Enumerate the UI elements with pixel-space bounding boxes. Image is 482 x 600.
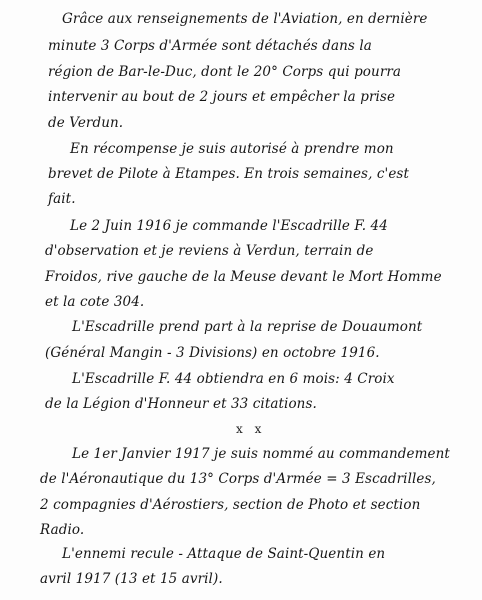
text-line: 2 compagnies d'Aérostiers, section de Photo et section <box>40 497 421 513</box>
text-line: intervenir au bout de 2 jours et empêcher la prise <box>48 89 396 105</box>
text-line: En récompense je suis autorisé à prendre mon <box>70 141 394 157</box>
text-line: Le 1er Janvier 1917 je suis nommé au commandement <box>72 446 450 462</box>
text-line: et la cote 304. <box>45 294 145 310</box>
text-line: minute 3 Corps d'Armée sont détachés dans la <box>48 38 372 54</box>
text-line: avril 1917 (13 et 15 avril). <box>40 571 223 587</box>
text-line: de Verdun. <box>48 115 124 131</box>
text-line: de l'Aéronautique du 13° Corps d'Armée = 3 Escadrilles, <box>40 471 436 487</box>
text-line: L'Escadrille prend part à la reprise de Douaumont <box>72 319 423 335</box>
text-line: fait. <box>48 191 76 207</box>
text-line: région de Bar-le-Duc, dont le 20° Corps qui pourra <box>48 64 402 80</box>
text-line: L'Escadrille F. 44 obtiendra en 6 mois: 4 Croix <box>72 371 395 387</box>
text-line: Radio. <box>40 522 85 538</box>
section-separator: x x <box>236 422 266 436</box>
text-line: L'ennemi recule - Attaque de Saint-Quentin en <box>62 546 386 562</box>
text-line: de la Légion d'Honneur et 33 citations. <box>45 396 317 412</box>
text-line: Grâce aux renseignements de l'Aviation, en dernière <box>62 11 428 27</box>
text-line: (Général Mangin - 3 Divisions) en octobre 1916. <box>45 345 380 361</box>
text-line: d'observation et je reviens à Verdun, terrain de <box>45 243 374 259</box>
text-line: brevet de Pilote à Etampes. En trois semaines, c'est <box>48 166 409 182</box>
text-line: Le 2 Juin 1916 je commande l'Escadrille F. 44 <box>70 218 388 234</box>
text-line: Froidos, rive gauche de la Meuse devant le Mort Homme <box>45 269 442 285</box>
